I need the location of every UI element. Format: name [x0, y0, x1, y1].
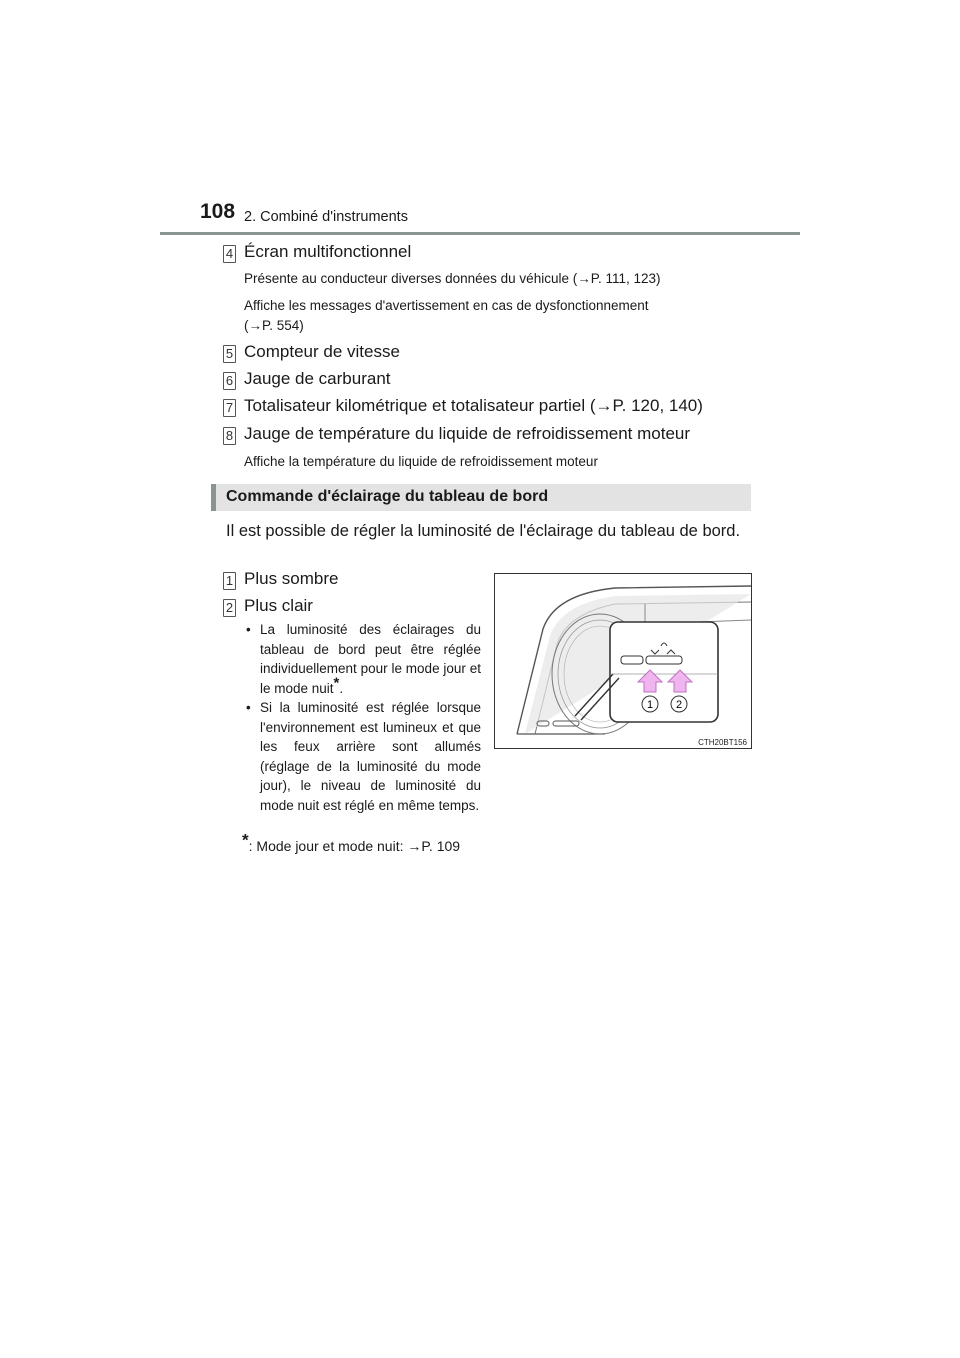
bullet-icon: •: [246, 622, 251, 637]
footnote-text: : Mode jour et mode nuit: →P. 109: [248, 838, 461, 854]
note-item: [246, 698, 481, 815]
item-badge-2: 2: [223, 599, 236, 617]
item-title-coolant-gauge: Jauge de température du liquide de refroidissement moteur: [244, 424, 691, 443]
section-heading-bar: [211, 484, 216, 511]
note-end: .: [339, 680, 344, 696]
note-item: [246, 620, 481, 698]
section-heading: [211, 484, 751, 511]
instrument-panel-figure: [494, 573, 752, 749]
item-title-fuel-gauge: Jauge de carburant: [244, 369, 391, 388]
item-desc-line: (→P. 554): [244, 318, 304, 333]
chapter-title: 2. Combiné d'instruments: [244, 209, 408, 225]
page-number: 108: [200, 200, 236, 223]
section-heading-text: Commande d'éclairage du tableau de bord: [226, 488, 549, 505]
header-rule: [160, 232, 800, 235]
item-desc-line: Affiche les messages d'avertissement en cas de dysfonctionnement: [244, 298, 649, 313]
asterisk-mark: *: [333, 674, 340, 691]
item-badge-7: 7: [223, 399, 236, 417]
item-title-darker: Plus sombre: [244, 569, 339, 588]
item-badge-1: 1: [223, 572, 236, 590]
footnote: [242, 830, 461, 854]
item-badge-8: 8: [223, 427, 236, 445]
item-desc-line: Présente au conducteur diverses données du véhicule (→P. 111, 123): [244, 271, 661, 286]
item-badge-5: 5: [223, 345, 236, 363]
item-badge-6: 6: [223, 372, 236, 390]
item-title-speedometer: Compteur de vitesse: [244, 342, 400, 361]
callout-1: 1: [646, 699, 654, 711]
item-title-odometer: Totalisateur kilométrique et totalisateur partiel (→P. 120, 140): [244, 396, 703, 415]
item-badge-4: 4: [223, 245, 236, 263]
section-intro: Il est possible de régler la luminosité de l'éclairage du tableau de bord.: [226, 522, 741, 540]
callout-2: 2: [675, 699, 683, 711]
bullet-icon: •: [246, 700, 251, 715]
item-title-brighter: Plus clair: [244, 596, 313, 615]
note-text: La luminosité des éclairages du tableau de bord peut être réglée individuellement pour le mode jour et le mode nuit: [260, 622, 481, 696]
item-desc-line: Affiche la température du liquide de refroidissement moteur: [244, 454, 598, 469]
footnote-asterisk: *: [242, 830, 249, 850]
notes-list: [246, 620, 481, 815]
figure-code: CTH20BT156: [698, 738, 747, 747]
note-text: Si la luminosité est réglée lorsque l'environnement est lumineux et que les feux arrière sont allumés (réglage de la luminosité du mode jour), le niveau de luminosité du mode nuit est réglé en même temps.: [260, 700, 481, 813]
dashboard-illustration: [495, 574, 751, 748]
item-title-multifunction-display: Écran multifonctionnel: [244, 242, 412, 261]
